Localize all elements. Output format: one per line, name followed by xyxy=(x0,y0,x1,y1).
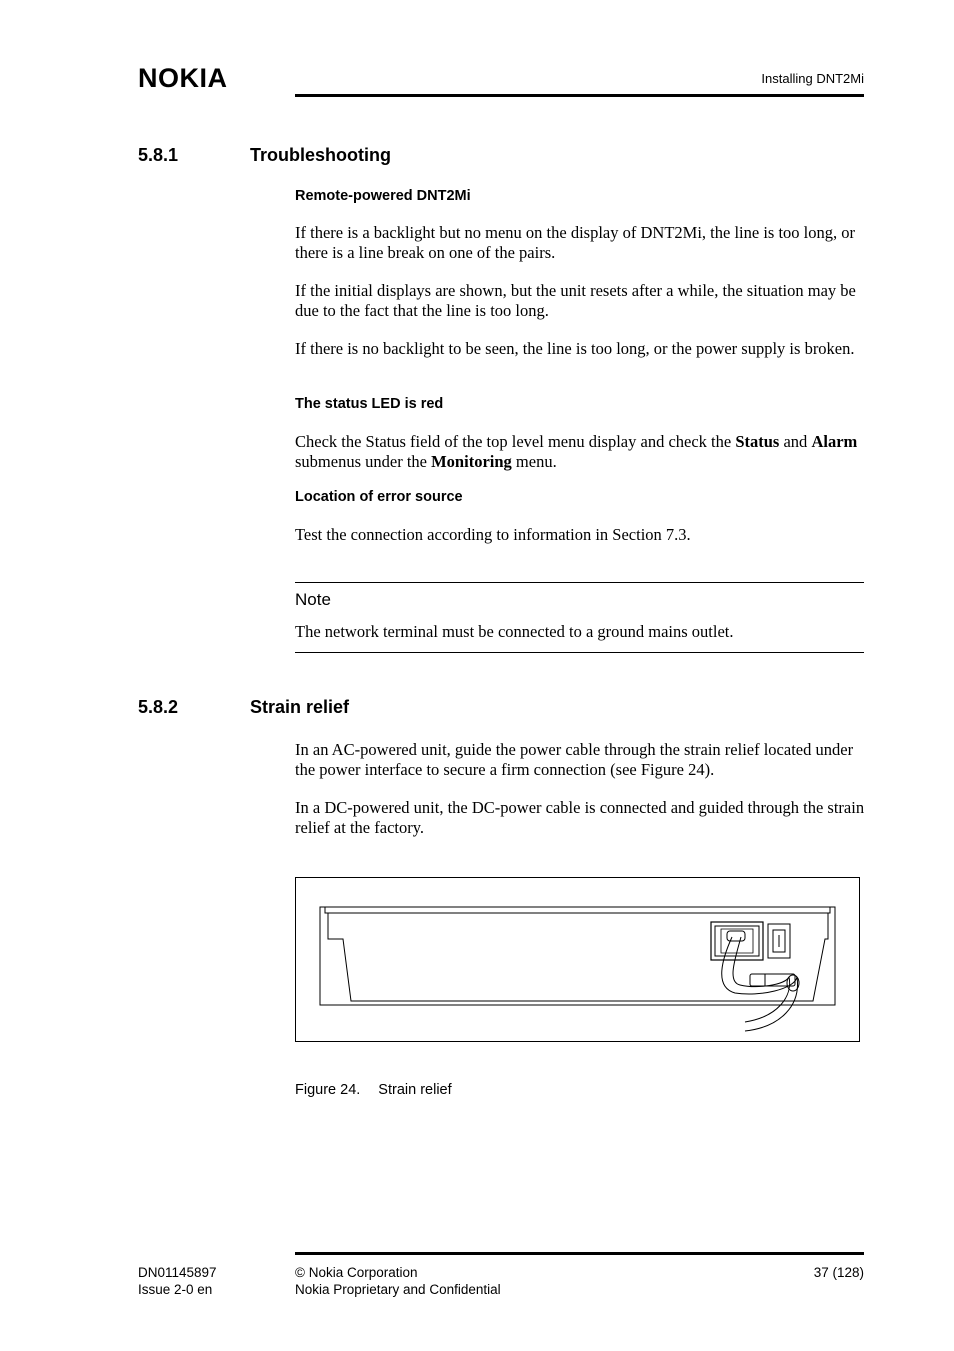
bold-term: Alarm xyxy=(811,432,858,451)
strain-relief-figure xyxy=(295,877,860,1042)
section-number: 5.8.1 xyxy=(138,145,179,165)
doc-id: DN01145897 xyxy=(138,1265,217,1280)
footer-rule xyxy=(295,1252,864,1255)
bold-term: Monitoring xyxy=(431,451,512,471)
issue: Issue 2-0 en xyxy=(138,1282,213,1297)
footer-copyright xyxy=(295,1264,501,1298)
note-text: The network terminal must be connected to a ground mains outlet. xyxy=(295,622,734,641)
copyright: © Nokia Corporation xyxy=(295,1265,418,1280)
paragraph: If the initial displays are shown, but the unit resets after a while, the situation may be due to the fact that the line is too long. xyxy=(295,281,856,320)
footer-doc-info xyxy=(138,1264,217,1298)
note-top-rule xyxy=(295,582,864,583)
paragraph: If there is no backlight to be seen, the line is too long, or the power supply is broken. xyxy=(295,339,855,358)
figure-title: Strain relief xyxy=(378,1082,452,1098)
note-label: Note xyxy=(295,590,331,609)
paragraph: Check the Status field of the top level menu display and check the Status and Alarm submenus under the Monitoring menu. xyxy=(295,432,858,471)
paragraph: In a DC-powered unit, the DC-power cable is connected and guided through the strain relief at the factory. xyxy=(295,798,865,837)
header-rule xyxy=(295,94,864,97)
nokia-logo xyxy=(138,62,256,92)
figure-frame xyxy=(296,878,860,1042)
figure-caption xyxy=(295,1082,452,1098)
figure-number: Figure 24. xyxy=(295,1082,361,1098)
bold-term: Status xyxy=(735,432,780,451)
confidentiality: Nokia Proprietary and Confidential xyxy=(295,1282,501,1297)
nokia-logo-text: NOKIA xyxy=(138,63,228,92)
section-title: Troubleshooting xyxy=(250,145,391,165)
paragraph: Test the connection according to information in Section 7.3. xyxy=(295,525,691,544)
section-number: 5.8.2 xyxy=(138,697,179,717)
header-title: Installing DNT2Mi xyxy=(761,71,864,86)
note-bottom-rule xyxy=(295,652,864,653)
paragraph: In an AC-powered unit, guide the power cable through the strain relief located under the power interface to secure a firm connection (see Figure 24). xyxy=(295,740,854,779)
subheading-remote-powered: Remote-powered DNT2Mi xyxy=(295,188,471,204)
page-number: 37 (128) xyxy=(813,1265,864,1280)
subheading-status-led: The status LED is red xyxy=(295,396,444,412)
paragraph: If there is a backlight but no menu on the display of DNT2Mi, the line is too long, or there is a line break on one of the pairs. xyxy=(295,223,855,262)
section-title: Strain relief xyxy=(250,697,350,717)
subheading-error-source: Location of error source xyxy=(295,489,463,505)
